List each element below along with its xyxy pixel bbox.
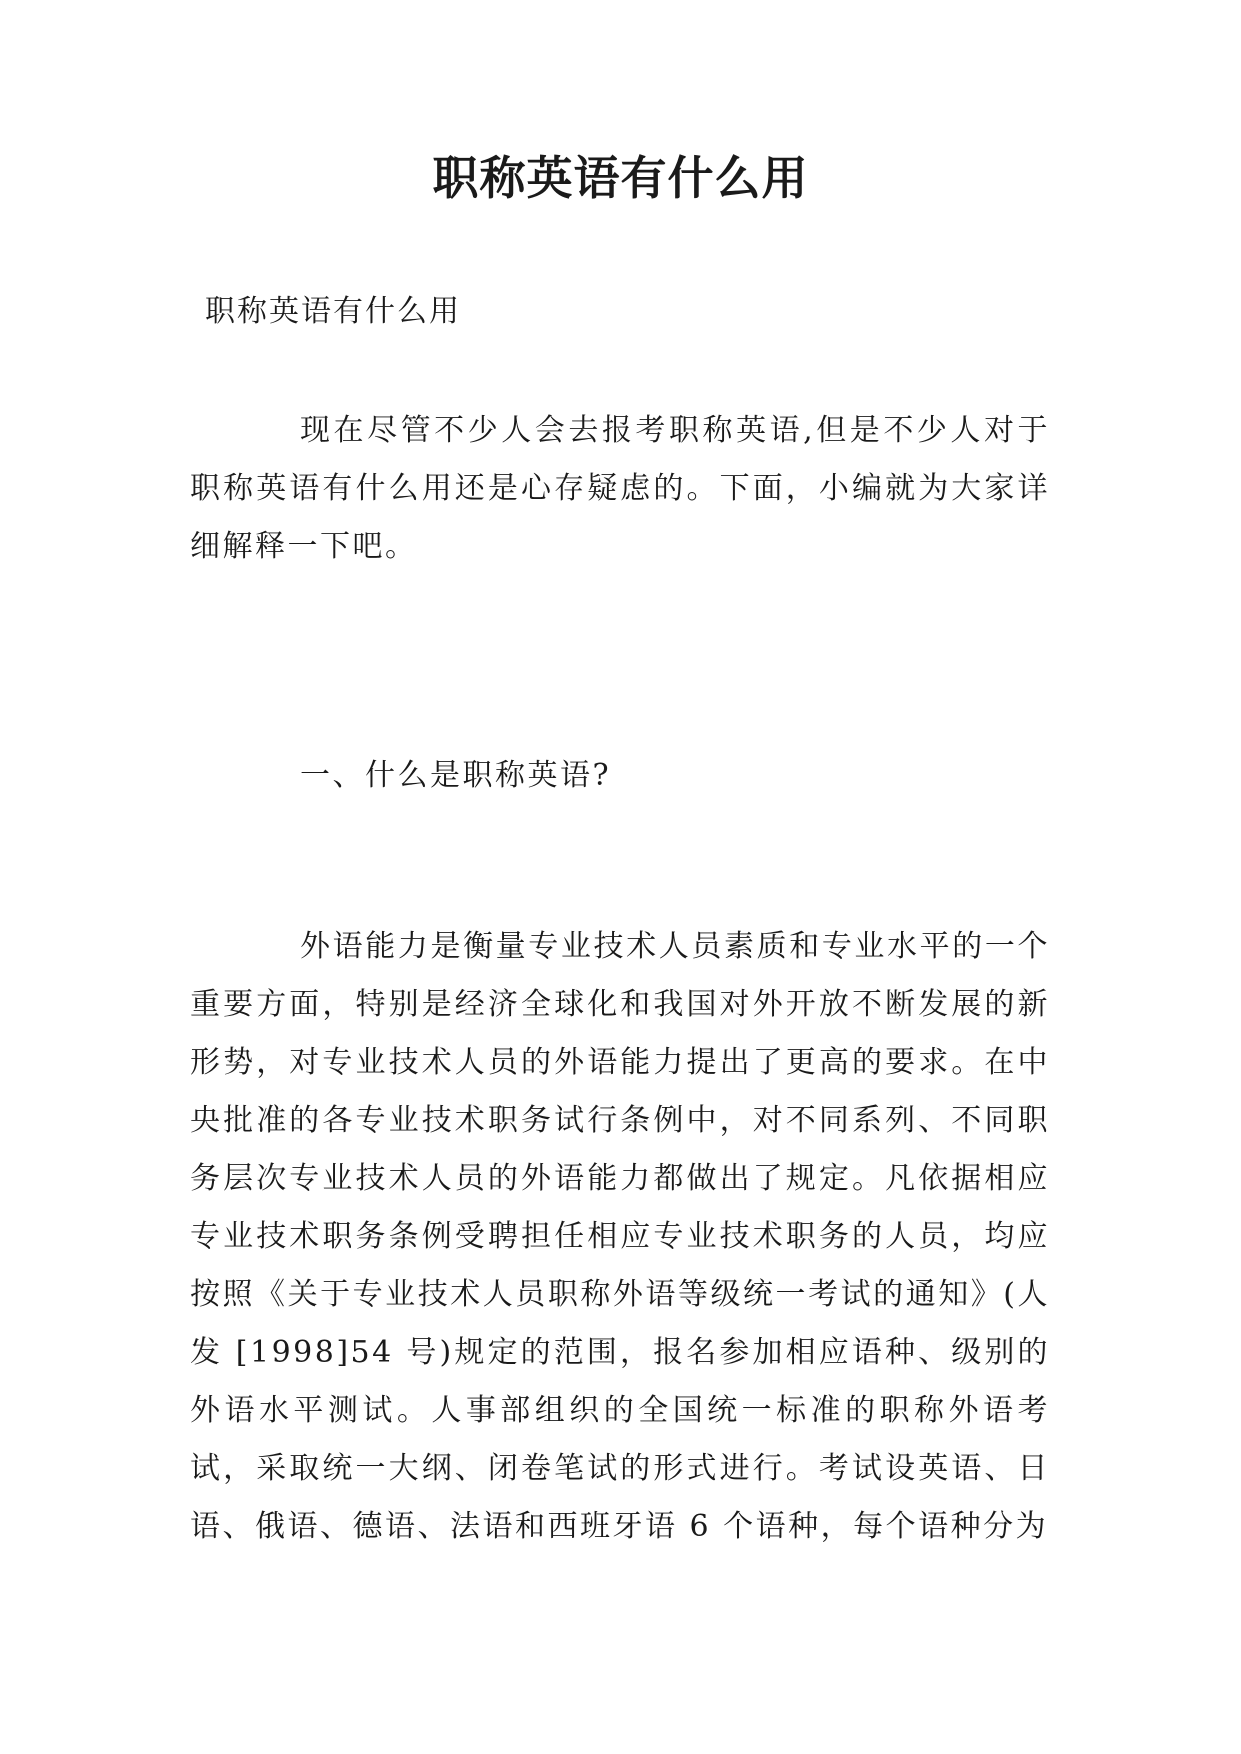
document-subtitle: 职称英语有什么用 xyxy=(205,294,461,329)
section-heading: 一、什么是职称英语? xyxy=(300,758,612,793)
body-paragraph: 外语能力是衡量专业技术人员素质和专业水平的一个重要方面，特别是经济全球化和我国对外开放不断发展的新形势，对专业技术人员的外语能力提出了更高的要求。在中央批准的各专业技术职务试行条例中，对不同系列、不同职务层次专业技术人员的外语能力都做出了规定。凡依据相应专业技术职务条例受聘担任相应专业技术职务的人员，均应按照《关于专业技术人员职称外语等级统一考试的通知》(人发 [1998]54 号)规定的范围，报名参加相应语种、级别的外语水平测试。人事部组织的全国统一标准的职称外语考试，采取统一大纲、闭卷笔试的形式进行。考试设英语、日语、俄语、德语、法语和西班牙语 6 个语种，每个语种分为 xyxy=(190,929,1050,1544)
intro-paragraph: 现在尽管不少人会去报考职称英语,但是不少人对于职称英语有什么用还是心存疑虑的。下面，小编就为大家详细解释一下吧。 xyxy=(190,413,1050,564)
document-title: 职称英语有什么用 xyxy=(432,151,809,205)
